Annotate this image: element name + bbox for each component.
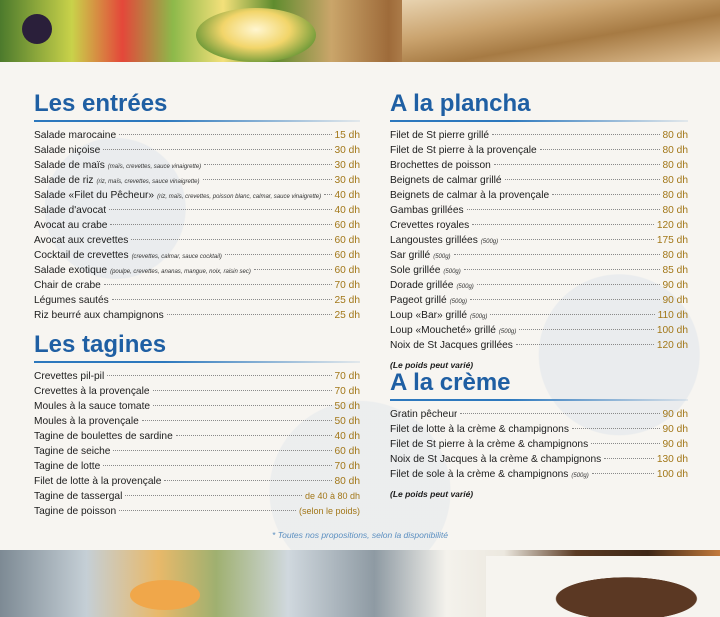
dot-leader (477, 284, 660, 285)
section-title-tagines: Les tagines (34, 331, 167, 358)
section-title-creme: A la crème (390, 369, 511, 396)
menu-item-price: 80 dh (662, 145, 688, 156)
menu-item-price: 80 dh (662, 130, 688, 141)
menu-item (390, 437, 688, 452)
menu-item-name: Beignets de calmar grillé (390, 175, 502, 186)
menu-item-price: 50 dh (334, 401, 360, 412)
menu-item-price: 60 dh (334, 220, 360, 231)
menu-item-name: Sar grillé (390, 250, 431, 261)
menu-item-price: 80 dh (662, 250, 688, 261)
menu-item-price: 30 dh (334, 145, 360, 156)
menu-item (390, 293, 688, 308)
menu-item (390, 248, 688, 263)
menu-item-price: 90 dh (662, 439, 688, 450)
section-rule (390, 120, 688, 122)
dot-leader (119, 510, 296, 511)
menu-item (390, 278, 688, 293)
dot-leader (467, 209, 660, 210)
menu-item (390, 218, 688, 233)
menu-item-name: Salade marocaine (34, 130, 117, 141)
menu-item-price: 100 dh (656, 325, 688, 336)
menu-item (34, 399, 360, 414)
menu-item-name: Gratin pêcheur (390, 409, 458, 420)
menu-item-price: 130 dh (656, 454, 688, 465)
salad-dish-shape (196, 8, 316, 62)
menu-item-name: Salade de maïs (34, 160, 105, 171)
menu-item-price: 40 dh (334, 431, 360, 442)
menu-item-name: Tagine de poisson (34, 506, 117, 517)
menu-item-name: Filet de lotte à la crème & champignons (390, 424, 569, 435)
menu-item-note: (maïs, crevettes, sauce vinaigrette) (107, 164, 202, 170)
dot-leader (113, 450, 331, 451)
menu-item (34, 188, 360, 203)
dot-leader (176, 435, 332, 436)
menu-item-name: Filet de St pierre à la crème & champignons (390, 439, 589, 450)
menu-item-note: (crevettes, calmar, sauce cocktail) (131, 254, 222, 260)
menu-item (390, 263, 688, 278)
garnish-shape (130, 580, 200, 610)
dot-leader (103, 465, 331, 466)
menu-item (390, 452, 688, 467)
menu-item (34, 308, 360, 323)
menu-item-price: 70 dh (334, 371, 360, 382)
menu-item-name: Loup «Bar» grillé (390, 310, 468, 321)
food-photo-bottom (0, 550, 720, 617)
dot-leader (604, 458, 654, 459)
menu-item-name: Tagine de seiche (34, 446, 111, 457)
menu-item-price: 70 dh (334, 461, 360, 472)
menu-item-price: de 40 à 80 dh (304, 491, 360, 501)
dot-leader (112, 299, 332, 300)
menu-item (34, 459, 360, 474)
dot-leader (505, 179, 660, 180)
weight-note: (Le poids peut varié) (390, 360, 474, 370)
menu-item (34, 414, 360, 429)
menu-item-price: 40 dh (334, 190, 360, 201)
dot-leader (324, 194, 331, 195)
menu-item-name: Tagine de lotte (34, 461, 101, 472)
menu-item-name: Crevettes à la provençale (34, 386, 150, 397)
menu-item-price: 90 dh (662, 424, 688, 435)
menu-item-name: Chair de crabe (34, 280, 101, 291)
menu-item-note: (riz, maïs, crevettes, poisson blanc, calmar, sauce vinaigrette) (157, 194, 322, 200)
menu-item (34, 429, 360, 444)
dot-leader (131, 239, 331, 240)
menu-list-creme (390, 407, 688, 482)
dessert-plate-shape (486, 556, 720, 617)
menu-item (34, 248, 360, 263)
section-rule (34, 120, 360, 122)
section-tagines (34, 331, 360, 519)
menu-item (34, 293, 360, 308)
menu-item-name: Beignets de calmar à la provençale (390, 190, 550, 201)
menu-item (34, 203, 360, 218)
dot-leader (153, 390, 332, 391)
menu-item (34, 233, 360, 248)
menu-item (390, 188, 688, 203)
dot-leader (125, 495, 302, 496)
dot-leader (225, 254, 332, 255)
menu-item-name: Salade exotique (34, 265, 108, 276)
menu-item-name: Pageot grillé (390, 295, 447, 306)
menu-item-price: 60 dh (334, 235, 360, 246)
menu-item-price: 80 dh (662, 205, 688, 216)
dot-leader (153, 405, 331, 406)
dot-leader (164, 480, 331, 481)
menu-item (34, 173, 360, 188)
menu-item-name: Moules à la sauce tomate (34, 401, 151, 412)
menu-item-note: (500g) (470, 314, 488, 320)
menu-item-note: (500g) (456, 284, 474, 290)
menu-item-name: Salade d'avocat (34, 205, 107, 216)
menu-item-price: 50 dh (334, 416, 360, 427)
section-title-plancha: A la plancha (390, 90, 531, 117)
menu-item (34, 218, 360, 233)
menu-item-name: Crevettes pil-pil (34, 371, 105, 382)
dot-leader (203, 179, 332, 180)
dot-leader (490, 314, 654, 315)
menu-item (34, 158, 360, 173)
menu-item (390, 407, 688, 422)
menu-item-price: 70 dh (334, 386, 360, 397)
menu-item-name: Noix de St Jacques à la crème & champignons (390, 454, 602, 465)
dot-leader (204, 164, 331, 165)
section-rule (34, 361, 360, 363)
dot-leader (110, 224, 331, 225)
menu-item (390, 323, 688, 338)
menu-item-price: 80 dh (662, 160, 688, 171)
menu-item (390, 173, 688, 188)
dot-leader (470, 299, 660, 300)
dot-leader (572, 428, 660, 429)
section-creme (390, 369, 688, 499)
menu-item (390, 308, 688, 323)
dot-leader (142, 420, 332, 421)
menu-item (34, 504, 360, 519)
dot-leader (254, 269, 332, 270)
menu-item (390, 467, 688, 482)
menu-item-price: 90 dh (662, 409, 688, 420)
menu-item-price: 15 dh (334, 130, 360, 141)
menu-item-price: (selon le poids) (298, 506, 360, 516)
menu-item-name: Salade de riz (34, 175, 94, 186)
menu-item-name: Riz beurré aux champignons (34, 310, 164, 321)
menu-item (34, 143, 360, 158)
dot-leader (592, 473, 654, 474)
menu-item-price: 25 dh (334, 295, 360, 306)
dot-leader (591, 443, 659, 444)
menu-item-price: 30 dh (334, 160, 360, 171)
dot-leader (501, 239, 654, 240)
menu-item-name: Noix de St Jacques grillées (390, 340, 513, 351)
menu-item (34, 369, 360, 384)
section-rule (390, 399, 688, 401)
menu-item-name: Gambas grillées (390, 205, 464, 216)
menu-item-name: Moules à la provençale (34, 416, 139, 427)
menu-item-price: 60 dh (334, 250, 360, 261)
menu-item-name: Tagine de boulettes de sardine (34, 431, 173, 442)
menu-item-name: Cocktail de crevettes (34, 250, 129, 261)
dot-leader (103, 149, 331, 150)
menu-item-price: 60 dh (334, 446, 360, 457)
menu-item-note: (500g) (449, 299, 467, 305)
dot-leader (119, 134, 331, 135)
menu-item-note: (500g) (480, 239, 499, 245)
menu-item-price: 100 dh (656, 469, 688, 480)
menu-item-price: 85 dh (662, 265, 688, 276)
menu-item-note: (500g) (571, 473, 589, 479)
menu-item-name: Salade «Filet du Pêcheur» (34, 190, 155, 201)
menu-item-price: 90 dh (662, 280, 688, 291)
dot-leader (104, 284, 332, 285)
menu-item-price: 60 dh (334, 265, 360, 276)
availability-disclaimer: * Toutes nos propositions, selon la disponibilité (272, 530, 448, 540)
menu-item-name: Avocat au crabe (34, 220, 108, 231)
menu-item (34, 263, 360, 278)
menu-item-name: Sole grillée (390, 265, 441, 276)
menu-item-note: (500g) (443, 269, 461, 275)
dot-leader (494, 164, 660, 165)
menu-item-name: Dorade grillée (390, 280, 454, 291)
menu-item-name: Crevettes royales (390, 220, 470, 231)
dot-leader (109, 209, 331, 210)
menu-item-price: 80 dh (662, 175, 688, 186)
dot-leader (540, 149, 660, 150)
dot-leader (464, 269, 660, 270)
dot-leader (472, 224, 654, 225)
dot-leader (516, 344, 654, 345)
dot-leader (167, 314, 332, 315)
menu-item (390, 203, 688, 218)
menu-item (390, 338, 688, 353)
food-photo-top (0, 0, 720, 62)
menu-item (390, 128, 688, 143)
menu-item-name: Filet de sole à la crème & champignons (390, 469, 569, 480)
menu-item-price: 30 dh (334, 175, 360, 186)
section-entrees (34, 90, 360, 323)
menu-item (34, 474, 360, 489)
menu-item (390, 233, 688, 248)
menu-item-name: Langoustes grillées (390, 235, 478, 246)
menu-item-name: Filet de St pierre à la provençale (390, 145, 537, 156)
menu-item-note: (500g) (498, 329, 517, 335)
menu-item-price: 120 dh (656, 340, 688, 351)
menu-item-name: Tagine de tassergal (34, 491, 123, 502)
menu-item-name: Brochettes de poisson (390, 160, 491, 171)
menu-item-note: (poulpe, crevettes, ananas, mangue, noix, raisin sec) (110, 269, 251, 275)
dot-leader (460, 413, 659, 414)
menu-item-note: (500g) (433, 254, 451, 260)
menu-item (390, 422, 688, 437)
menu-item-price: 120 dh (656, 220, 688, 231)
olive-shape (22, 14, 52, 44)
menu-item-name: Légumes sautés (34, 295, 109, 306)
menu-item-price: 25 dh (334, 310, 360, 321)
menu-item-name: Loup «Moucheté» grillé (390, 325, 496, 336)
menu-item-note: (riz, maïs, crevettes, sauce vinaigrette) (96, 179, 200, 185)
menu-item (34, 278, 360, 293)
menu-item (34, 489, 360, 504)
menu-item-name: Salade niçoise (34, 145, 101, 156)
weight-note: (Le poids peut varié) (390, 489, 474, 499)
menu-item-name: Filet de St pierre grillé (390, 130, 490, 141)
menu-item-price: 80 dh (662, 190, 688, 201)
menu-item-name: Filet de lotte à la provençale (34, 476, 162, 487)
menu-item (390, 143, 688, 158)
menu-item-price: 40 dh (334, 205, 360, 216)
dot-leader (552, 194, 659, 195)
menu-list-plancha (390, 128, 688, 353)
section-title-entrees: Les entrées (34, 90, 168, 117)
menu-item-price: 80 dh (334, 476, 360, 487)
menu-list-tagines (34, 369, 360, 519)
menu-item-price: 110 dh (657, 310, 688, 321)
menu-item (34, 384, 360, 399)
dot-leader (107, 375, 331, 376)
dot-leader (454, 254, 660, 255)
menu-item (34, 444, 360, 459)
section-plancha (390, 90, 688, 370)
grilled-fish-shape (402, 0, 720, 62)
dot-leader (519, 329, 654, 330)
menu-item (390, 158, 688, 173)
dot-leader (492, 134, 659, 135)
menu-item-price: 70 dh (334, 280, 360, 291)
menu-item (34, 128, 360, 143)
menu-item-price: 175 dh (656, 235, 688, 246)
menu-list-entrees (34, 128, 360, 323)
menu-item-name: Avocat aux crevettes (34, 235, 129, 246)
menu-item-price: 90 dh (662, 295, 688, 306)
